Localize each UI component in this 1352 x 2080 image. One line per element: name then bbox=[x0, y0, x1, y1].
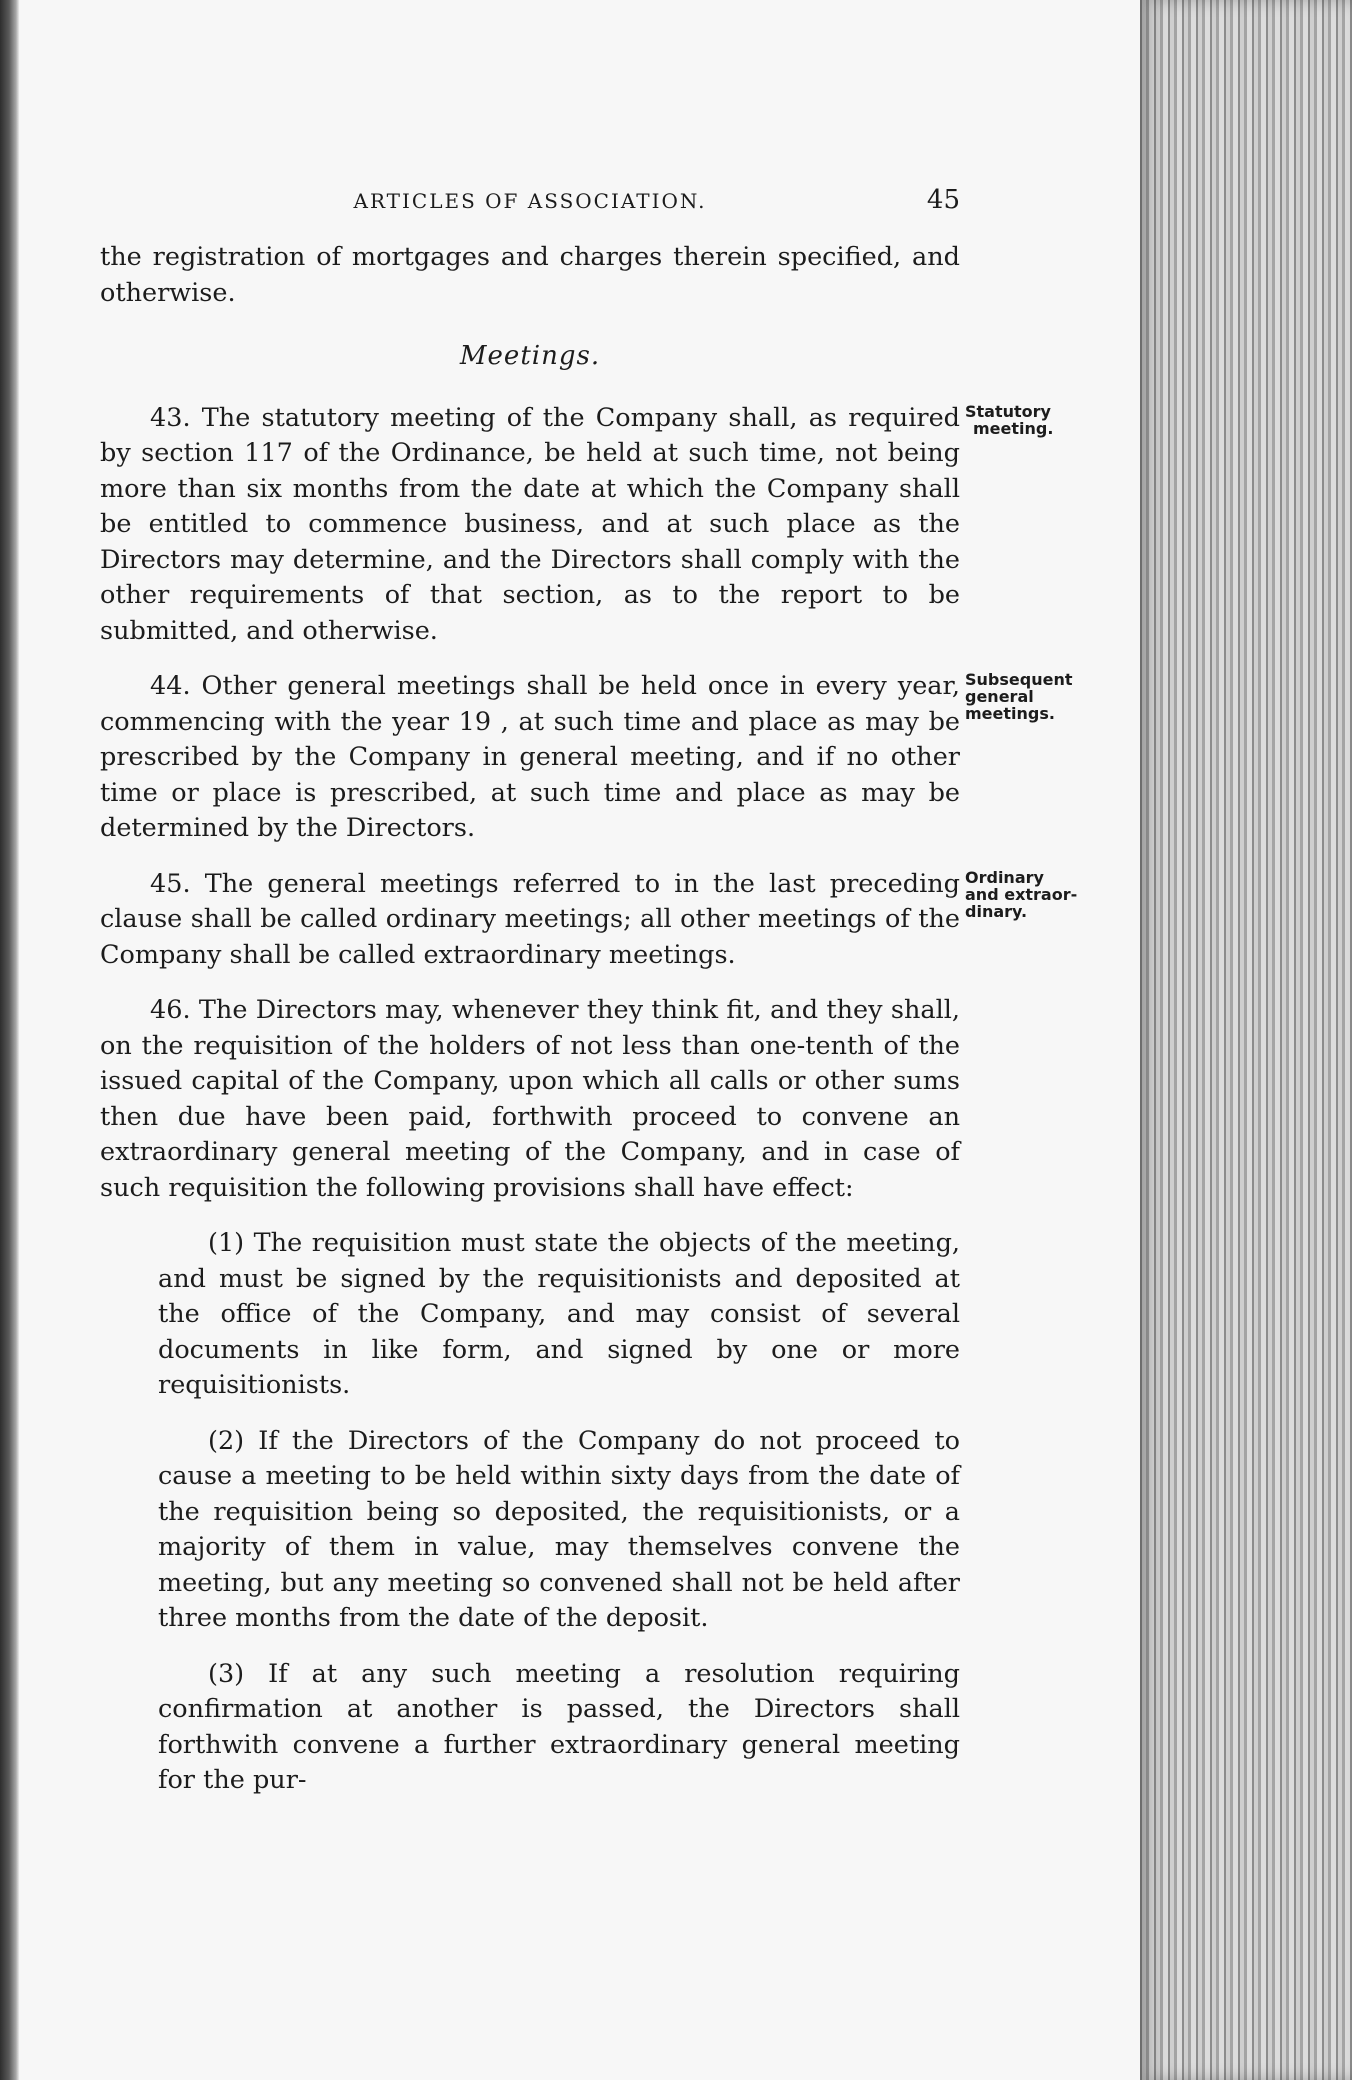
margin-note-subsequent-general-meetings bbox=[965, 671, 1115, 722]
clause-43 bbox=[100, 401, 1054, 650]
clause-45 bbox=[100, 867, 1078, 974]
margin-note-line: meetings. bbox=[965, 704, 1055, 723]
clause-text: 43. The statutory meeting of the Company shall, as required by section 117 of the Ordinance, be held at such time, not being more than six months from the date at which the Company shall be entitled to commence business, and at such place as the Directors may determine, and the Directors shall comply with the other requirements of that section, as to the report to be submitted, and otherwise. bbox=[100, 402, 960, 646]
margin-note-line: Statutory bbox=[965, 401, 1051, 421]
margin-note-line: meeting. bbox=[973, 418, 1054, 438]
clause-text: 44. Other general meetings shall be held once in every year, commencing with the year 19 , at such time and place as may be prescribed by the Company in general meeting, and if no other time or place is prescribed, at such time and place as may be determined by the Directors. bbox=[100, 671, 960, 843]
margin-note-line: dinary. bbox=[965, 901, 1028, 921]
margin-note-line: Subsequent bbox=[965, 670, 1073, 689]
book-binding-edge bbox=[0, 0, 20, 2080]
intro-paragraph: the registration of mortgages and charges therein specified, and otherwise. bbox=[100, 242, 960, 308]
subclause-list bbox=[100, 1424, 960, 1637]
margin-note-statutory-meeting bbox=[965, 403, 1115, 437]
page-header bbox=[100, 185, 960, 225]
running-head: ARTICLES OF ASSOCIATION. bbox=[353, 189, 707, 213]
book-page-edges bbox=[1140, 0, 1352, 2080]
section-heading: Meetings. bbox=[459, 341, 601, 371]
subclause-2: (2) If the Directors of the Company do not proceed to cause a meeting to be held within sixty days from the date of the requisition being so deposited, the requisitionists, or a majority of them in value, may themselves convene the meeting, but any meeting so convened shall not be held after three months from the date of the deposit. bbox=[158, 1425, 960, 1633]
clause-44 bbox=[100, 669, 1073, 847]
margin-note-ordinary-and-extraordinary bbox=[965, 869, 1115, 920]
subclause-list bbox=[100, 1226, 960, 1404]
subclause-3: (3) If at any such meeting a resolution requiring confirmation at another is passed, the Directors shall forthwith convene a further extraordinary general meeting for the pur- bbox=[158, 1658, 960, 1795]
margin-note-line: general bbox=[965, 687, 1034, 706]
margin-note-line: and extraor- bbox=[965, 884, 1078, 904]
page-body bbox=[100, 240, 1078, 1819]
subclause-list bbox=[100, 1657, 960, 1799]
clause-46 bbox=[100, 993, 960, 1799]
page-number: 45 bbox=[926, 185, 960, 215]
clause-text: 46. The Directors may, whenever they think fit, and they shall, on the requisition of the holders of not less than one-tenth of the issued capital of the Company, upon which all calls or other sums then due have been paid, forthwith proceed to convene an extraordinary general meeting of the Company, and in case of such requisition the following provisions shall have effect: bbox=[100, 995, 960, 1203]
clause-text: 45. The general meetings referred to in the last preceding clause shall be called ordinary meetings; all other meetings of the Company shall be called extraordinary meetings. bbox=[100, 868, 960, 970]
margin-note-line: Ordinary bbox=[965, 867, 1044, 887]
subclause-1: (1) The requisition must state the objects of the meeting, and must be signed by the requisitionists and deposited at the office of the Company, and may consist of several documents in like form, and signed by one or more requisitionists. bbox=[158, 1228, 960, 1400]
